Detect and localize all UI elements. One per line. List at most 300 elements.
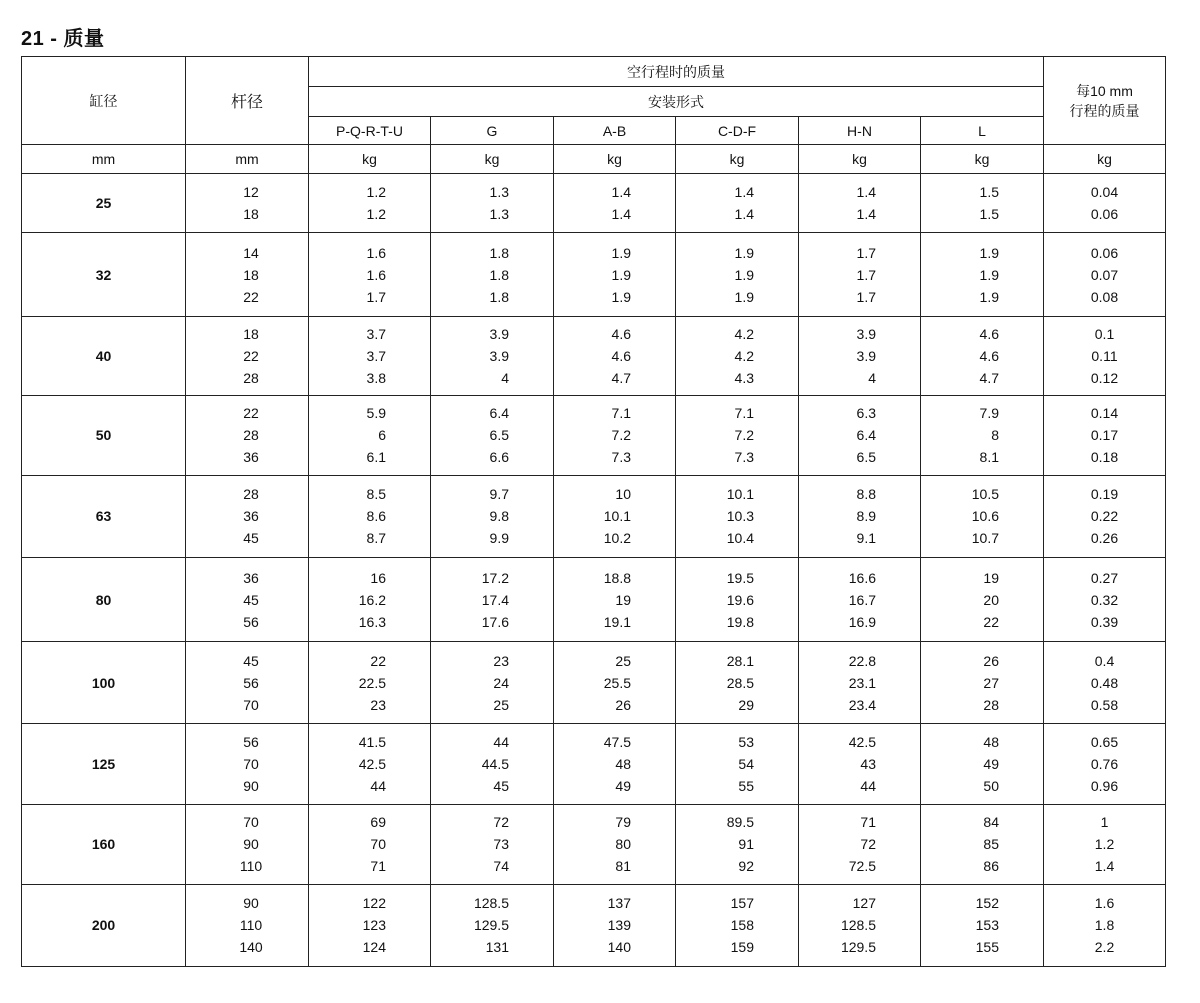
mass-cell <box>676 724 799 804</box>
mass-cell-value: 85 <box>983 836 999 853</box>
mass-cell-value: 1.8 <box>489 244 509 261</box>
per10-cell-value: 0.22 <box>1090 508 1119 525</box>
bore-cell: 32 <box>22 233 186 317</box>
mass-cell-value: 6.5 <box>489 427 509 444</box>
mass-cell-value: 3.9 <box>489 348 509 364</box>
per10-cell-value: 0.4 <box>1094 652 1115 669</box>
mass-cell-value: 44.5 <box>481 755 509 772</box>
mass-cell-value: 42.5 <box>848 733 876 750</box>
table-row <box>22 475 1166 557</box>
mass-cell-value: 129.5 <box>473 917 509 934</box>
bore-cell: 63 <box>22 475 186 557</box>
per10-cell-value: 1.4 <box>1094 858 1115 875</box>
header-mount-type: C-D-F <box>676 117 799 145</box>
mass-cell-value: 16.9 <box>848 613 876 630</box>
rod-cell <box>186 557 309 641</box>
mass-cell <box>431 174 554 233</box>
bore-cell: 100 <box>22 642 186 724</box>
per10-cell <box>1044 174 1166 233</box>
per10-cell-value: 0.39 <box>1090 613 1119 630</box>
mass-cell <box>554 317 676 395</box>
mass-cell <box>554 233 676 317</box>
per10-cell <box>1044 642 1166 724</box>
mass-cell-value: 23.4 <box>848 696 876 713</box>
mass-cell-value: 4.6 <box>611 326 631 342</box>
mass-cell-value: 7.9 <box>979 405 999 422</box>
mass-cell-value: 128.5 <box>473 895 509 912</box>
table-row <box>22 804 1166 884</box>
mass-cell-value: 81 <box>615 858 631 875</box>
mass-cell-value: 22.5 <box>358 674 386 691</box>
mass-cell <box>676 174 799 233</box>
mass-cell-value: 10.1 <box>603 508 631 525</box>
mass-cell-value: 6.1 <box>366 449 386 466</box>
per10-cell-value: 1 <box>1100 814 1109 831</box>
mass-cell <box>799 557 921 641</box>
rod-cell-value: 45 <box>243 530 259 547</box>
mass-cell-value: 22.8 <box>848 652 876 669</box>
rod-cell-value: 22 <box>243 405 259 422</box>
mass-cell-value: 1.8 <box>489 266 509 283</box>
mass-cell-value: 28 <box>983 696 999 713</box>
mass-cell-value: 69 <box>370 814 386 831</box>
table-row <box>22 642 1166 724</box>
mass-cell <box>554 475 676 557</box>
mass-cell-value: 9.1 <box>856 530 876 547</box>
mass-cell-value: 1.2 <box>366 184 386 201</box>
mass-cell-value: 45 <box>493 777 509 794</box>
header-per10 <box>1044 57 1166 145</box>
mass-cell-value: 17.4 <box>481 591 509 608</box>
mass-cell-value: 1.4 <box>611 206 631 223</box>
mass-cell <box>309 557 431 641</box>
table-row <box>22 174 1166 233</box>
per10-cell-value: 1.2 <box>1094 836 1115 853</box>
mass-cell <box>799 395 921 475</box>
mass-cell <box>309 642 431 724</box>
table-row <box>22 233 1166 317</box>
mass-cell <box>799 174 921 233</box>
mass-cell-value: 7.1 <box>734 405 754 422</box>
mass-cell <box>309 884 431 966</box>
bore-cell: 80 <box>22 557 186 641</box>
rod-cell-value: 22 <box>243 288 259 305</box>
mass-cell-value: 1.5 <box>979 206 999 223</box>
mass-cell-value: 89.5 <box>726 814 754 831</box>
mass-cell-value: 3.7 <box>366 348 386 364</box>
mass-cell-value: 20 <box>983 591 999 608</box>
mass-cell-value: 10.2 <box>603 530 631 547</box>
mass-cell-value: 7.2 <box>734 427 754 444</box>
mass-cell-value: 1.9 <box>611 244 631 261</box>
mass-cell-value: 8.8 <box>856 486 876 503</box>
per10-cell-value: 0.07 <box>1090 266 1119 283</box>
mass-cell-value: 1.3 <box>489 184 509 201</box>
mass-cell-value: 159 <box>730 939 754 956</box>
mass-cell-value: 28.5 <box>726 674 754 691</box>
per10-cell-value: 0.19 <box>1090 486 1119 503</box>
mass-cell-value: 8.1 <box>979 449 999 466</box>
mass-table <box>21 56 1166 967</box>
per10-cell-value: 0.12 <box>1090 370 1119 386</box>
mass-cell-value: 10.6 <box>971 508 999 525</box>
mass-cell-value: 1.8 <box>489 288 509 305</box>
mass-cell-value: 16.3 <box>358 613 386 630</box>
mass-cell <box>431 395 554 475</box>
mass-cell-value: 3.9 <box>856 348 876 364</box>
mass-cell-value: 8 <box>991 427 999 444</box>
mass-cell-value: 1.4 <box>856 184 876 201</box>
header-mount-type: A-B <box>554 117 676 145</box>
mass-cell-value: 1.9 <box>734 288 754 305</box>
mass-cell <box>431 233 554 317</box>
mass-cell-value: 8.7 <box>366 530 386 547</box>
mass-cell-value: 10.5 <box>971 486 999 503</box>
mass-cell-value: 16.2 <box>358 591 386 608</box>
mass-cell-value: 19.6 <box>726 591 754 608</box>
bore-cell: 200 <box>22 884 186 966</box>
rod-cell-value: 18 <box>243 326 259 342</box>
mass-cell-value: 127 <box>852 895 876 912</box>
mass-cell-value: 17.6 <box>481 613 509 630</box>
rod-cell-value: 45 <box>243 652 259 669</box>
per10-cell <box>1044 317 1166 395</box>
mass-cell-value: 7.1 <box>611 405 631 422</box>
mass-cell-value: 7.2 <box>611 427 631 444</box>
mass-cell <box>799 317 921 395</box>
header-bore: 缸径 <box>22 57 186 145</box>
mass-cell <box>676 395 799 475</box>
bore-cell: 50 <box>22 395 186 475</box>
mass-cell <box>309 724 431 804</box>
mass-cell-value: 7.3 <box>734 449 754 466</box>
rod-cell <box>186 174 309 233</box>
mass-cell-value: 43 <box>860 755 876 772</box>
mass-cell <box>431 804 554 884</box>
mass-cell-value: 1.7 <box>856 244 876 261</box>
mass-cell-value: 1.3 <box>489 206 509 223</box>
mass-cell-value: 3.7 <box>366 326 386 342</box>
rod-cell-value: 28 <box>243 427 259 444</box>
mass-cell-value: 50 <box>983 777 999 794</box>
per10-cell-value: 0.48 <box>1090 674 1119 691</box>
mass-cell-value: 72 <box>860 836 876 853</box>
per10-cell <box>1044 395 1166 475</box>
per10-cell-value: 0.58 <box>1090 696 1119 713</box>
mass-cell <box>309 233 431 317</box>
mass-cell-value: 28.1 <box>726 652 754 669</box>
rod-cell-value: 70 <box>243 696 259 713</box>
table-row <box>22 317 1166 395</box>
mass-cell-value: 55 <box>738 777 754 794</box>
per10-cell-value: 1.8 <box>1094 917 1115 934</box>
bore-cell: 125 <box>22 724 186 804</box>
rod-cell <box>186 317 309 395</box>
per10-cell <box>1044 557 1166 641</box>
rod-cell-value: 36 <box>243 569 259 586</box>
per10-cell-value: 0.11 <box>1091 348 1118 364</box>
mass-cell <box>554 557 676 641</box>
mass-cell-value: 1.7 <box>856 266 876 283</box>
mass-cell-value: 49 <box>983 755 999 772</box>
mass-cell-value: 158 <box>730 917 754 934</box>
mass-cell-value: 26 <box>983 652 999 669</box>
mass-cell <box>921 475 1044 557</box>
mass-cell <box>921 233 1044 317</box>
rod-cell <box>186 804 309 884</box>
mass-cell <box>921 317 1044 395</box>
mass-cell-value: 1.7 <box>366 288 386 305</box>
rod-cell-value: 90 <box>243 836 259 853</box>
per10-cell-value: 0.04 <box>1090 184 1119 201</box>
rod-cell-value: 14 <box>243 244 259 261</box>
mass-cell-value: 44 <box>493 733 509 750</box>
per10-cell-value: 0.06 <box>1090 244 1119 261</box>
rod-cell-value: 22 <box>243 348 259 364</box>
mass-cell-value: 4 <box>501 370 509 386</box>
unit-cell: kg <box>309 145 431 174</box>
mass-cell-value: 4.3 <box>734 370 754 386</box>
mass-cell-value: 10.7 <box>971 530 999 547</box>
per10-cell-value: 0.27 <box>1090 569 1119 586</box>
mass-cell <box>554 804 676 884</box>
mass-cell-value: 3.8 <box>366 370 386 386</box>
mass-cell-value: 22 <box>983 613 999 630</box>
mass-cell <box>676 475 799 557</box>
mass-cell <box>921 884 1044 966</box>
header-group-sub: 安装形式 <box>309 87 1044 117</box>
mass-cell <box>921 174 1044 233</box>
per10-cell-value: 0.96 <box>1090 777 1119 794</box>
header-mount-type: P-Q-R-T-U <box>309 117 431 145</box>
table-row <box>22 395 1166 475</box>
header-mount-type: G <box>431 117 554 145</box>
mass-cell-value: 1.4 <box>734 184 754 201</box>
mass-cell-value: 4.2 <box>734 348 754 364</box>
mass-cell-value: 1.2 <box>366 206 386 223</box>
per10-cell-value: 0.14 <box>1090 405 1119 422</box>
mass-cell-value: 9.8 <box>489 508 509 525</box>
per10-cell <box>1044 804 1166 884</box>
mass-cell <box>431 642 554 724</box>
mass-cell-value: 48 <box>615 755 631 772</box>
per10-cell <box>1044 233 1166 317</box>
mass-cell-value: 1.6 <box>366 244 386 261</box>
rod-cell <box>186 475 309 557</box>
mass-cell-value: 3.9 <box>856 326 876 342</box>
mass-cell <box>799 804 921 884</box>
mass-cell-value: 54 <box>738 755 754 772</box>
mass-cell-value: 91 <box>738 836 754 853</box>
per10-cell <box>1044 884 1166 966</box>
mass-cell <box>554 642 676 724</box>
unit-cell: mm <box>22 145 186 174</box>
mass-cell-value: 5.9 <box>366 405 386 422</box>
mass-cell-value: 8.5 <box>366 486 386 503</box>
mass-cell <box>554 884 676 966</box>
rod-cell <box>186 642 309 724</box>
mass-cell-value: 79 <box>615 814 631 831</box>
unit-cell: kg <box>676 145 799 174</box>
mass-cell <box>676 642 799 724</box>
mass-cell-value: 84 <box>983 814 999 831</box>
rod-cell-value: 90 <box>243 895 259 912</box>
mass-cell-value: 6.4 <box>489 405 509 422</box>
mass-cell <box>921 642 1044 724</box>
mass-cell-value: 19.1 <box>603 613 631 630</box>
mass-cell-value: 4.6 <box>979 326 999 342</box>
rod-cell-value: 45 <box>243 591 259 608</box>
mass-cell <box>431 724 554 804</box>
mass-cell-value: 71 <box>860 814 876 831</box>
per10-cell-value: 1.6 <box>1094 895 1115 912</box>
mass-cell <box>921 557 1044 641</box>
mass-cell-value: 70 <box>370 836 386 853</box>
rod-cell-value: 90 <box>243 777 259 794</box>
mass-cell-value: 4 <box>868 370 876 386</box>
mass-cell-value: 1.9 <box>611 266 631 283</box>
mass-cell <box>676 804 799 884</box>
mass-cell-value: 23 <box>370 696 386 713</box>
mass-cell-value: 123 <box>362 917 386 934</box>
rod-cell-value: 140 <box>239 939 263 956</box>
mass-cell <box>799 233 921 317</box>
mass-cell-value: 6 <box>378 427 386 444</box>
mass-cell-value: 1.4 <box>856 206 876 223</box>
mass-cell-value: 48 <box>983 733 999 750</box>
mass-cell-value: 49 <box>615 777 631 794</box>
mass-cell <box>309 395 431 475</box>
rod-cell-value: 56 <box>243 733 259 750</box>
mass-cell <box>309 317 431 395</box>
mass-cell-value: 124 <box>362 939 386 956</box>
rod-cell-value: 110 <box>239 917 263 934</box>
mass-cell-value: 41.5 <box>358 733 386 750</box>
mass-cell-value: 8.6 <box>366 508 386 525</box>
mass-cell-value: 1.9 <box>979 266 999 283</box>
mass-cell-value: 4.6 <box>611 348 631 364</box>
mass-cell <box>431 475 554 557</box>
per10-cell-value: 0.32 <box>1090 591 1119 608</box>
mass-cell-value: 22 <box>370 652 386 669</box>
unit-cell: kg <box>921 145 1044 174</box>
mass-cell-value: 23 <box>493 652 509 669</box>
mass-cell-value: 19 <box>615 591 631 608</box>
per10-cell-value: 0.65 <box>1090 733 1119 750</box>
mass-cell-value: 10 <box>615 486 631 503</box>
mass-cell-value: 72.5 <box>848 858 876 875</box>
mass-cell-value: 6.5 <box>856 449 876 466</box>
rod-cell-value: 70 <box>243 814 259 831</box>
rod-cell-value: 18 <box>243 266 259 283</box>
mass-cell <box>799 724 921 804</box>
rod-cell-value: 36 <box>243 449 259 466</box>
mass-cell-value: 1.9 <box>979 244 999 261</box>
mass-cell-value: 155 <box>975 939 999 956</box>
unit-cell: kg <box>431 145 554 174</box>
bore-cell: 40 <box>22 317 186 395</box>
table-row <box>22 884 1166 966</box>
mass-cell-value: 18.8 <box>603 569 631 586</box>
per10-cell <box>1044 475 1166 557</box>
mass-cell-value: 1.9 <box>734 266 754 283</box>
rod-cell-value: 56 <box>243 674 259 691</box>
mass-cell-value: 44 <box>370 777 386 794</box>
mass-cell <box>921 804 1044 884</box>
mass-cell <box>431 884 554 966</box>
mass-cell-value: 6.6 <box>489 449 509 466</box>
mass-cell <box>431 557 554 641</box>
unit-cell: kg <box>799 145 921 174</box>
bore-cell: 160 <box>22 804 186 884</box>
rod-cell <box>186 233 309 317</box>
mass-cell-value: 140 <box>607 939 631 956</box>
mass-cell-value: 131 <box>485 939 509 956</box>
mass-cell-value: 25.5 <box>603 674 631 691</box>
mass-cell-value: 25 <box>493 696 509 713</box>
rod-cell <box>186 395 309 475</box>
mass-cell-value: 86 <box>983 858 999 875</box>
unit-cell: kg <box>1044 145 1166 174</box>
mass-cell <box>799 475 921 557</box>
mass-cell-value: 73 <box>493 836 509 853</box>
mass-cell-value: 3.9 <box>489 326 509 342</box>
mass-cell <box>309 804 431 884</box>
mass-cell-value: 25 <box>615 652 631 669</box>
mass-cell-value: 129.5 <box>840 939 876 956</box>
table-row <box>22 557 1166 641</box>
per10-cell-value: 0.1 <box>1094 326 1115 342</box>
mass-cell <box>676 557 799 641</box>
mass-cell <box>676 317 799 395</box>
header-rod: 杆径 <box>186 57 309 145</box>
mass-cell-value: 92 <box>738 858 754 875</box>
mass-cell-value: 4.6 <box>979 348 999 364</box>
mass-cell-value: 44 <box>860 777 876 794</box>
per10-cell <box>1044 724 1166 804</box>
mass-cell-value: 16.7 <box>848 591 876 608</box>
per10-cell-value: 0.08 <box>1090 288 1119 305</box>
mass-cell-value: 6.4 <box>856 427 876 444</box>
mass-cell <box>799 884 921 966</box>
mass-cell-value: 17.2 <box>481 569 509 586</box>
rod-cell-value: 110 <box>239 858 263 875</box>
unit-cell: kg <box>554 145 676 174</box>
mass-cell <box>431 317 554 395</box>
rod-cell-value: 28 <box>243 370 259 386</box>
mass-cell-value: 42.5 <box>358 755 386 772</box>
mass-cell-value: 1.4 <box>611 184 631 201</box>
mass-cell-value: 72 <box>493 814 509 831</box>
mass-cell-value: 26 <box>615 696 631 713</box>
mass-cell-value: 19.5 <box>726 569 754 586</box>
mass-cell <box>676 233 799 317</box>
per10-cell-value: 2.2 <box>1094 939 1115 956</box>
mass-cell-value: 1.6 <box>366 266 386 283</box>
mass-cell-value: 29 <box>738 696 754 713</box>
mass-cell <box>676 884 799 966</box>
mass-cell-value: 6.3 <box>856 405 876 422</box>
per10-cell-value: 0.17 <box>1090 427 1119 444</box>
per10-cell-value: 0.26 <box>1090 530 1119 547</box>
mass-cell <box>554 395 676 475</box>
per10-cell-value: 0.76 <box>1090 755 1119 772</box>
mass-cell-value: 1.4 <box>734 206 754 223</box>
rod-cell <box>186 724 309 804</box>
rod-cell-value: 12 <box>243 184 259 201</box>
page-title: 21 - 质量 <box>21 28 105 50</box>
mass-cell <box>309 174 431 233</box>
